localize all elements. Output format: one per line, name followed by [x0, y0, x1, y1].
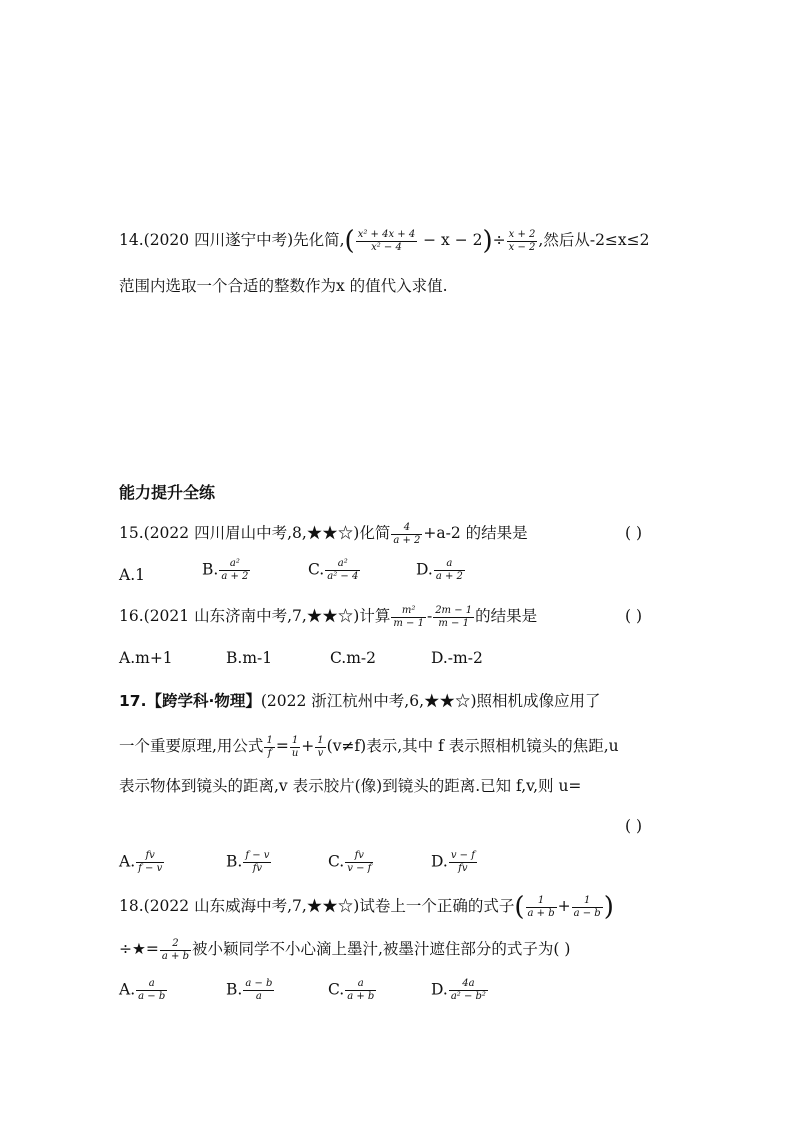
plus-sign: + — [557, 897, 571, 915]
numerator: fv — [136, 850, 164, 863]
option-label: A. — [119, 852, 136, 871]
divide-sign: ÷ — [492, 231, 506, 249]
q15-suffix: +a-2 的结果是 — [423, 524, 528, 542]
close-paren: ) — [603, 892, 614, 922]
option-label: B. — [226, 852, 243, 871]
q18-option-a[interactable] — [119, 978, 168, 1003]
q15-option-b[interactable] — [202, 558, 251, 583]
plus-sign: + — [301, 737, 315, 755]
q17-option-d[interactable] — [431, 850, 478, 875]
numerator: m² — [391, 605, 426, 618]
option-label: A. — [119, 980, 136, 999]
numerator: a — [136, 978, 167, 991]
numerator: 1 — [572, 895, 603, 908]
option-label: B. — [202, 560, 219, 579]
q18-fraction-1 — [526, 895, 557, 920]
q17-line1 — [119, 689, 601, 713]
q18-line1 — [119, 894, 614, 920]
numerator: v − f — [450, 850, 475, 861]
denominator: fv — [252, 863, 263, 874]
q16-option-b[interactable]: B.m-1 — [226, 649, 273, 667]
numerator: fv — [345, 850, 373, 863]
denominator: a + b — [161, 950, 189, 962]
q16-line — [119, 604, 537, 630]
denominator: x − 2 — [508, 241, 536, 253]
denominator: f − v — [138, 863, 163, 874]
q17-line3: 表示物体到镜头的距离,v 表示胶片(像)到镜头的距离.已知 f,v,则 u= — [119, 777, 582, 795]
option-label: D. — [431, 980, 448, 999]
option-label: D. — [431, 852, 448, 871]
denominator: a + 2 — [435, 571, 463, 582]
numerator: a² — [219, 558, 250, 571]
q15-option-c[interactable] — [308, 558, 361, 583]
q15-fraction — [391, 522, 422, 547]
open-paren: ( — [344, 226, 355, 256]
denominator: a + 2 — [393, 534, 421, 546]
q16-suffix: 的结果是 — [475, 607, 538, 625]
open-paren: ( — [514, 892, 525, 922]
q17-line2-b: (v≠f)表示,其中 f 表示照相机镜头的焦距,u — [326, 737, 619, 755]
q14-mid: − x − 2 — [418, 231, 483, 249]
q18-prefix: 18.(2022 山东威海中考,7,★★☆)试卷上一个正确的式子 — [119, 897, 515, 915]
equals-sign: = — [275, 737, 289, 755]
q15-option-d[interactable] — [416, 558, 466, 583]
q14-line2: 范围内选取一个合适的整数作为x 的值代入求值. — [119, 277, 448, 295]
q17-option-a[interactable] — [119, 850, 165, 875]
numerator: 1 — [317, 734, 324, 746]
denominator: u — [291, 747, 299, 759]
q16-fraction-1 — [391, 605, 426, 630]
q18-line2-a: ÷★= — [119, 940, 159, 958]
q16-fraction-2 — [433, 605, 474, 630]
formula-frac-3 — [315, 735, 325, 760]
denominator: a² − b² — [450, 991, 486, 1002]
numerator: f − v — [245, 850, 270, 861]
denominator: v − f — [347, 863, 372, 874]
option-label: C. — [308, 560, 325, 579]
numerator: x + 2 — [508, 228, 536, 240]
denominator: a + 2 — [221, 571, 249, 582]
q16-option-a[interactable]: A.m+1 — [119, 649, 173, 667]
q17-option-b[interactable] — [226, 850, 272, 875]
q15-line — [119, 521, 528, 547]
numerator: 2m − 1 — [435, 604, 473, 616]
q17-answer-paren[interactable]: ( ) — [625, 817, 643, 835]
numerator: x² + 4x + 4 — [357, 228, 416, 240]
q18-fraction-3 — [160, 938, 191, 963]
denominator: a + b — [527, 907, 555, 919]
denominator: a − b — [138, 991, 166, 1002]
denominator: a − b — [573, 907, 601, 919]
q16-option-d[interactable]: D.-m-2 — [431, 649, 483, 667]
q15-prefix: 15.(2022 四川眉山中考,8,★★☆)化简 — [119, 524, 391, 542]
q14-line1 — [119, 228, 650, 254]
q18-line2-b: 被小颖同学不小心滴上墨汁,被墨汁遮住部分的式子为( ) — [191, 940, 571, 958]
denominator: a² − 4 — [327, 571, 359, 582]
minus-sign: - — [426, 607, 433, 625]
numerator: 1 — [290, 735, 300, 748]
q14-fraction-2 — [507, 229, 538, 254]
q16-option-c[interactable]: C.m-2 — [330, 649, 377, 667]
denominator: m − 1 — [393, 617, 424, 629]
numerator: a² — [325, 558, 360, 571]
formula-frac-2 — [290, 735, 300, 760]
numerator: 1 — [526, 895, 557, 908]
q17-option-c[interactable] — [328, 850, 374, 875]
q14-prefix: 14.(2020 四川遂宁中考)先化简, — [119, 231, 345, 249]
q16-prefix: 16.(2021 山东济南中考,7,★★☆)计算 — [119, 607, 391, 625]
numerator: a — [345, 978, 376, 991]
q18-fraction-2 — [572, 895, 603, 920]
option-label: B. — [226, 980, 243, 999]
formula-frac-1 — [264, 735, 274, 760]
q17-line1-rest: (2022 浙江杭州中考,6,★★☆)照相机成像应用了 — [260, 692, 601, 710]
denominator: a — [255, 991, 262, 1002]
numerator: a — [434, 558, 465, 571]
numerator: 2 — [160, 938, 191, 951]
option-label: C. — [328, 852, 345, 871]
q14-suffix: ,然后从-2≤x≤2 — [538, 231, 650, 249]
q17-tag: 17.【跨学科·物理】 — [119, 692, 261, 710]
denominator: fv — [458, 863, 468, 874]
denominator: v — [317, 747, 324, 759]
q18-option-b[interactable] — [226, 978, 275, 1003]
q18-option-c[interactable] — [328, 978, 377, 1003]
denominator: f — [267, 747, 272, 759]
q14-fraction-1 — [356, 229, 418, 254]
q18-line2 — [119, 937, 570, 963]
numerator: 4a — [449, 978, 488, 991]
option-label: C. — [328, 980, 345, 999]
section-title: 能力提升全练 — [119, 483, 216, 502]
q17-line2 — [119, 734, 619, 760]
numerator: 1 — [266, 734, 273, 746]
q18-option-d[interactable] — [431, 978, 489, 1003]
q15-answer-paren[interactable]: ( ) — [625, 524, 643, 542]
q16-answer-paren[interactable]: ( ) — [625, 607, 643, 625]
q17-line2-a: 一个重要原理,用公式 — [119, 737, 264, 755]
q15-option-a[interactable]: A.1 — [119, 566, 145, 584]
option-label: D. — [416, 560, 433, 579]
numerator: a − b — [245, 978, 273, 989]
denominator: m − 1 — [438, 617, 469, 629]
denominator: a + b — [347, 991, 375, 1002]
close-paren: ) — [482, 226, 493, 256]
numerator: 4 — [391, 522, 422, 535]
denominator: x² − 4 — [371, 241, 402, 253]
